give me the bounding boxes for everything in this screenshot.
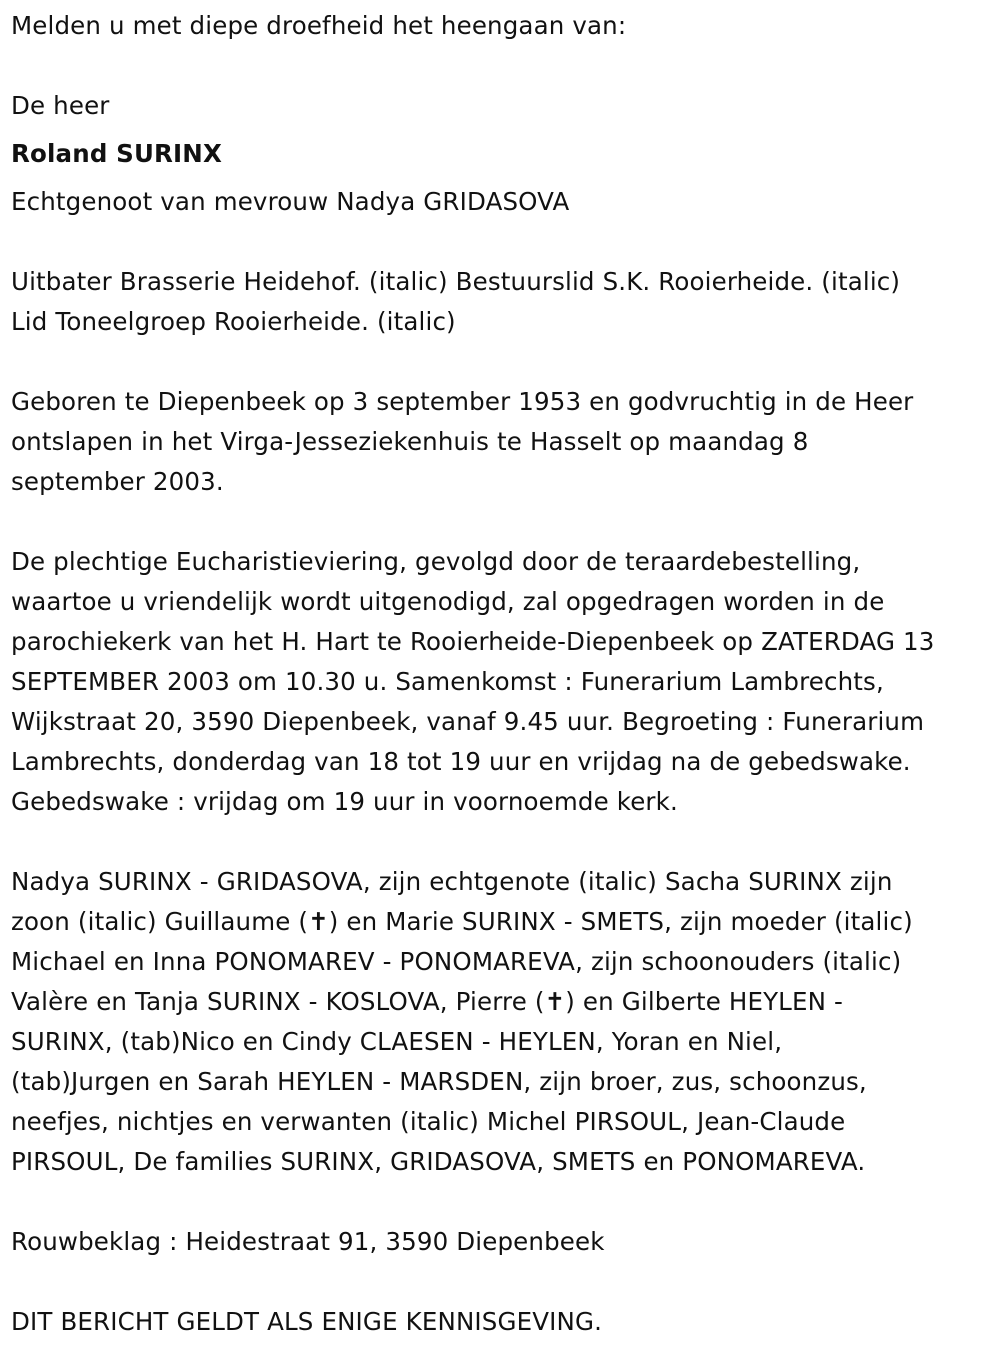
ceremony-line: Gebedswake : vrijdag om 19 uur in voornoemde kerk. — [11, 787, 678, 816]
family-line: PIRSOUL, De families SURINX, GRIDASOVA, SMETS en PONOMAREVA. — [11, 1147, 866, 1176]
birth-death-line: september 2003. — [11, 467, 224, 496]
ceremony-line: Wijkstraat 20, 3590 Diepenbeek, vanaf 9.45 uur. Begroeting : Funerarium — [11, 707, 925, 736]
notice-text: DIT BERICHT GELDT ALS ENIGE KENNISGEVING. — [11, 1307, 603, 1336]
family-line: zoon (italic) Guillaume (✝) en Marie SURINX - SMETS, zijn moeder (italic) — [11, 907, 913, 936]
condolence-address: Rouwbeklag : Heidestraat 91, 3590 Diepenbeek — [11, 1227, 605, 1256]
title-text: De heer — [11, 91, 110, 120]
family-line: Valère en Tanja SURINX - KOSLOVA, Pierre (✝) en Gilberte HEYLEN - — [11, 987, 844, 1016]
family-line: (tab)Jurgen en Sarah HEYLEN - MARSDEN, zijn broer, zus, schoonzus, — [11, 1067, 867, 1096]
ceremony-line: waartoe u vriendelijk wordt uitgenodigd, zal opgedragen worden in de — [11, 587, 885, 616]
intro-text: Melden u met diepe droefheid het heengaan van: — [11, 11, 627, 40]
roles-line: Lid Toneelgroep Rooierheide. (italic) — [11, 307, 456, 336]
family-line: Michael en Inna PONOMAREV - PONOMAREVA, zijn schoonouders (italic) — [11, 947, 902, 976]
roles-line: Uitbater Brasserie Heidehof. (italic) Bestuurslid S.K. Rooierheide. (italic) — [11, 267, 901, 296]
spouse-text: Echtgenoot van mevrouw Nadya GRIDASOVA — [11, 187, 570, 216]
ceremony-line: Lambrechts, donderdag van 18 tot 19 uur en vrijdag na de gebedswake. — [11, 747, 911, 776]
birth-death-line: ontslapen in het Virga-Jesseziekenhuis te Hasselt op maandag 8 — [11, 427, 809, 456]
ceremony-line: SEPTEMBER 2003 om 10.30 u. Samenkomst : Funerarium Lambrechts, — [11, 667, 884, 696]
family-line: Nadya SURINX - GRIDASOVA, zijn echtgenote (italic) Sacha SURINX zijn — [11, 867, 893, 896]
deceased-name: Roland SURINX — [11, 139, 223, 168]
ceremony-line: parochiekerk van het H. Hart te Rooierheide-Diepenbeek op ZATERDAG 13 — [11, 627, 935, 656]
family-line: neefjes, nichtjes en verwanten (italic) Michel PIRSOUL, Jean-Claude — [11, 1107, 846, 1136]
ceremony-line: De plechtige Eucharistieviering, gevolgd door de teraardebestelling, — [11, 547, 861, 576]
family-line: SURINX, (tab)Nico en Cindy CLAESEN - HEYLEN, Yoran en Niel, — [11, 1027, 783, 1056]
birth-death-line: Geboren te Diepenbeek op 3 september 1953 en godvruchtig in de Heer — [11, 387, 914, 416]
